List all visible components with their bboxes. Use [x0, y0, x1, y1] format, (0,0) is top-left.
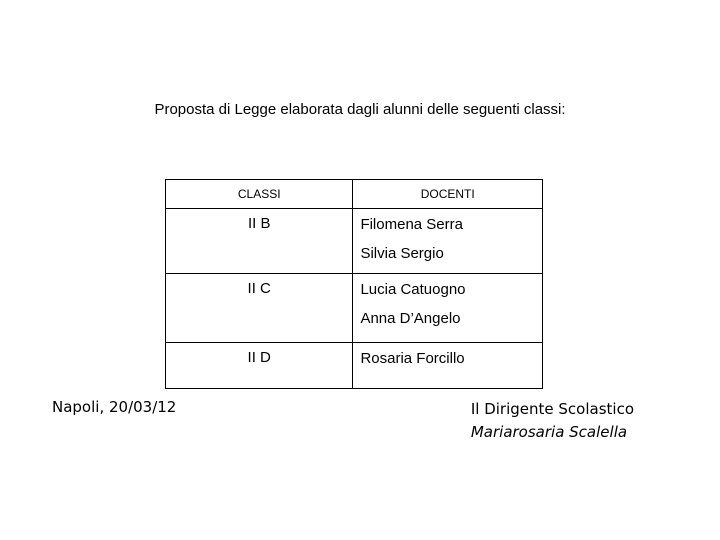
signatory-role: Il Dirigente Scolastico: [470, 400, 634, 418]
document-heading: Proposta di Legge elaborata dagli alunni delle seguenti classi:: [154, 101, 566, 118]
teachers-cell: [353, 209, 543, 274]
place-date: Napoli, 20/03/12: [52, 398, 177, 416]
teachers-cell: [353, 343, 543, 389]
classes-table: [165, 179, 543, 389]
teacher-name: Anna D’Angelo: [360, 310, 461, 327]
teacher-name: Silvia Sergio: [360, 245, 444, 262]
teacher-name: Rosaria Forcillo: [360, 350, 465, 367]
table-header-row: [166, 180, 543, 209]
header-classi: CLASSI: [166, 180, 353, 209]
header-docenti: DOCENTI: [353, 180, 543, 209]
table-row: [166, 343, 543, 389]
class-cell: II C: [166, 274, 353, 343]
table-row: [166, 209, 543, 274]
teacher-name: Lucia Catuogno: [360, 281, 466, 298]
teacher-name: Filomena Serra: [360, 216, 463, 233]
class-cell: II B: [166, 209, 353, 274]
signature-block: [471, 398, 634, 444]
table-row: [166, 274, 543, 343]
signatory-name: Mariarosaria Scalella: [470, 423, 628, 441]
teachers-cell: [353, 274, 543, 343]
class-cell: II D: [166, 343, 353, 389]
